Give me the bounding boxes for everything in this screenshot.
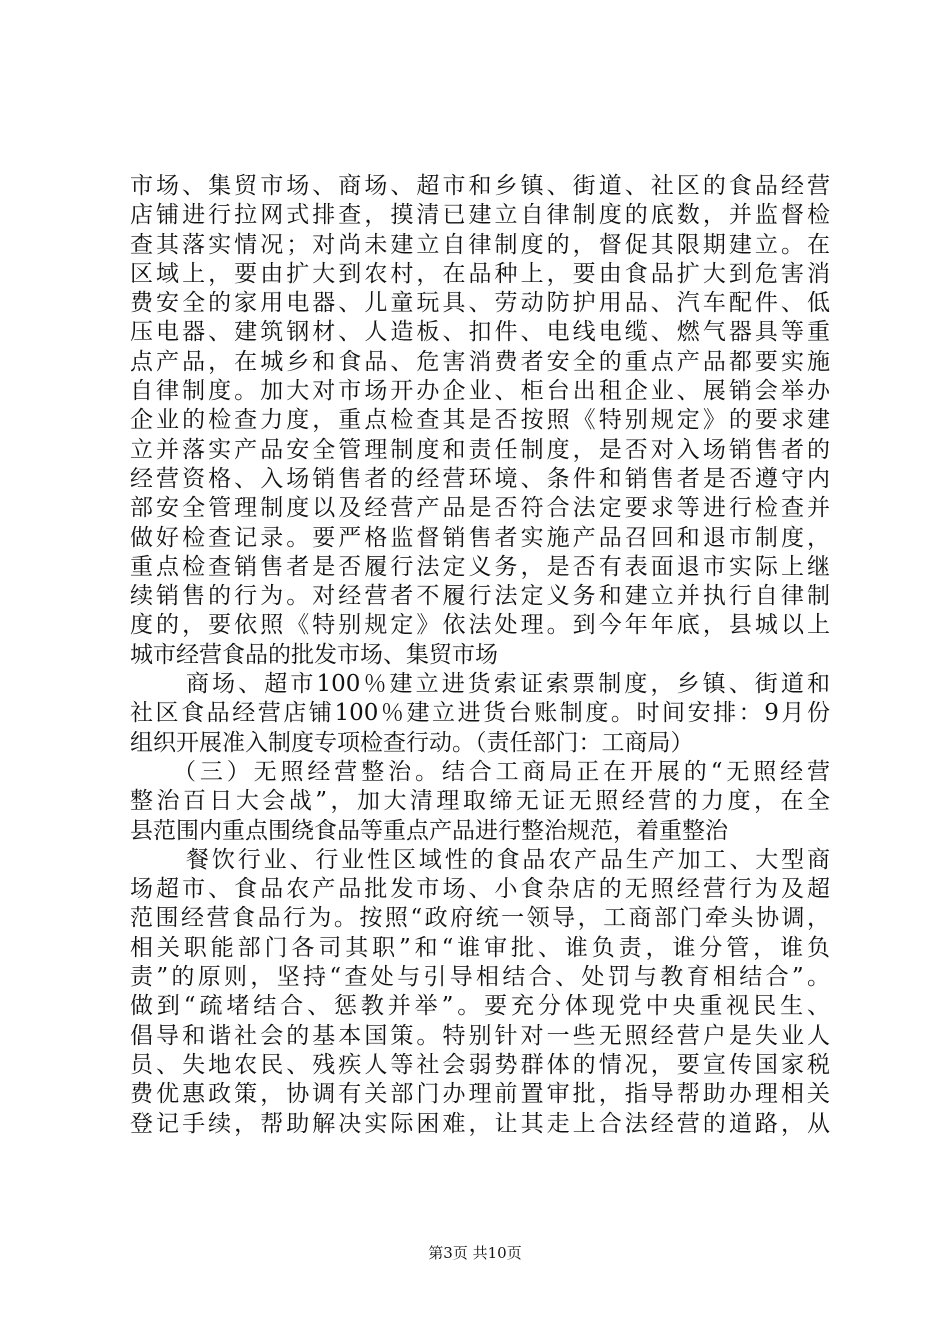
text-line: 区域上，要由扩大到农村，在品种上，要由食品扩大到危害消: [130, 260, 830, 287]
text-line: 压电器、建筑钢材、人造板、扣件、电线电缆、燃气器具等重: [130, 319, 830, 346]
text-line: 做好检查记录。要严格监督销售者实施产品召回和退市制度，: [130, 524, 830, 551]
text-line: 范围经营食品行为。按照“政府统一领导，工商部门牵头协调，: [130, 905, 830, 932]
text-line: 员、失地农民、残疾人等社会弱势群体的情况，要宣传国家税: [130, 1051, 830, 1078]
document-body: [130, 172, 830, 1139]
page-number: 第3页 共10页: [428, 1244, 522, 1262]
text-line: 经营资格、入场销售者的经营环境、条件和销售者是否遵守内: [130, 465, 830, 492]
text-line: 立并落实产品安全管理制度和责任制度，是否对入场销售者的: [130, 436, 830, 463]
text-line: 查其落实情况；对尚未建立自律制度的，督促其限期建立。在: [130, 231, 830, 258]
text-line: 倡导和谐社会的基本国策。特别针对一些无照经营户是失业人: [130, 1022, 830, 1049]
page-footer: [0, 1243, 950, 1263]
text-line: 费优惠政策，协调有关部门办理前置审批，指导帮助办理相关: [130, 1081, 830, 1108]
text-line: 责”的原则，坚持“查处与引导相结合、处罚与教育相结合”。: [130, 964, 830, 991]
text-line: 点产品，在城乡和食品、危害消费者安全的重点产品都要实施: [130, 348, 830, 375]
text-line: 重点检查销售者是否履行法定义务，是否有表面退市实际上继: [130, 553, 830, 580]
text-line: 组织开展准入制度专项检查行动。（责任部门：工商局）: [130, 729, 694, 756]
text-line: 县范围内重点围绕食品等重点产品进行整治规范，着重整治: [130, 817, 728, 844]
text-line: 社区食品经营店铺100％建立进货台账制度。时间安排：9月份: [130, 700, 830, 727]
text-line: 餐饮行业、行业性区域性的食品农产品生产加工、大型商: [186, 846, 830, 873]
text-line: 登记手续，帮助解决实际困难，让其走上合法经营的道路，从: [130, 1110, 830, 1137]
text-line: 企业的检查力度，重点检查其是否按照《特别规定》的要求建: [130, 407, 830, 434]
text-line: 续销售的行为。对经营者不履行法定义务和建立并执行自律制: [130, 583, 830, 610]
text-line: 城市经营食品的批发市场、集贸市场: [130, 641, 498, 668]
text-line: 市场、集贸市场、商场、超市和乡镇、街道、社区的食品经营: [130, 173, 830, 199]
text-line: 做到“疏堵结合、惩教并举”。要充分体现党中央重视民生、: [130, 993, 830, 1020]
text-line: （三）无照经营整治。结合工商局正在开展的“无照经营: [173, 758, 830, 785]
text-line: 商场、超市100％建立进货索证索票制度，乡镇、街道和: [186, 671, 830, 698]
text-line: 店铺进行拉网式排查，摸清已建立自律制度的底数，并监督检: [130, 202, 830, 229]
text-line: 费安全的家用电器、儿童玩具、劳动防护用品、汽车配件、低: [130, 290, 830, 317]
text-line: 自律制度。加大对市场开办企业、柜台出租企业、展销会举办: [130, 378, 830, 405]
text-line: 度的，要依照《特别规定》依法处理。到今年年底，县城以上: [130, 612, 830, 639]
text-line: 部安全管理制度以及经营产品是否符合法定要求等进行检查并: [130, 495, 830, 522]
text-line: 相关职能部门各司其职”和“谁审批、谁负责，谁分管，谁负: [130, 934, 830, 961]
text-line: 场超市、食品农产品批发市场、小食杂店的无照经营行为及超: [130, 876, 830, 903]
text-line: 整治百日大会战”，加大清理取缔无证无照经营的力度，在全: [130, 788, 830, 815]
